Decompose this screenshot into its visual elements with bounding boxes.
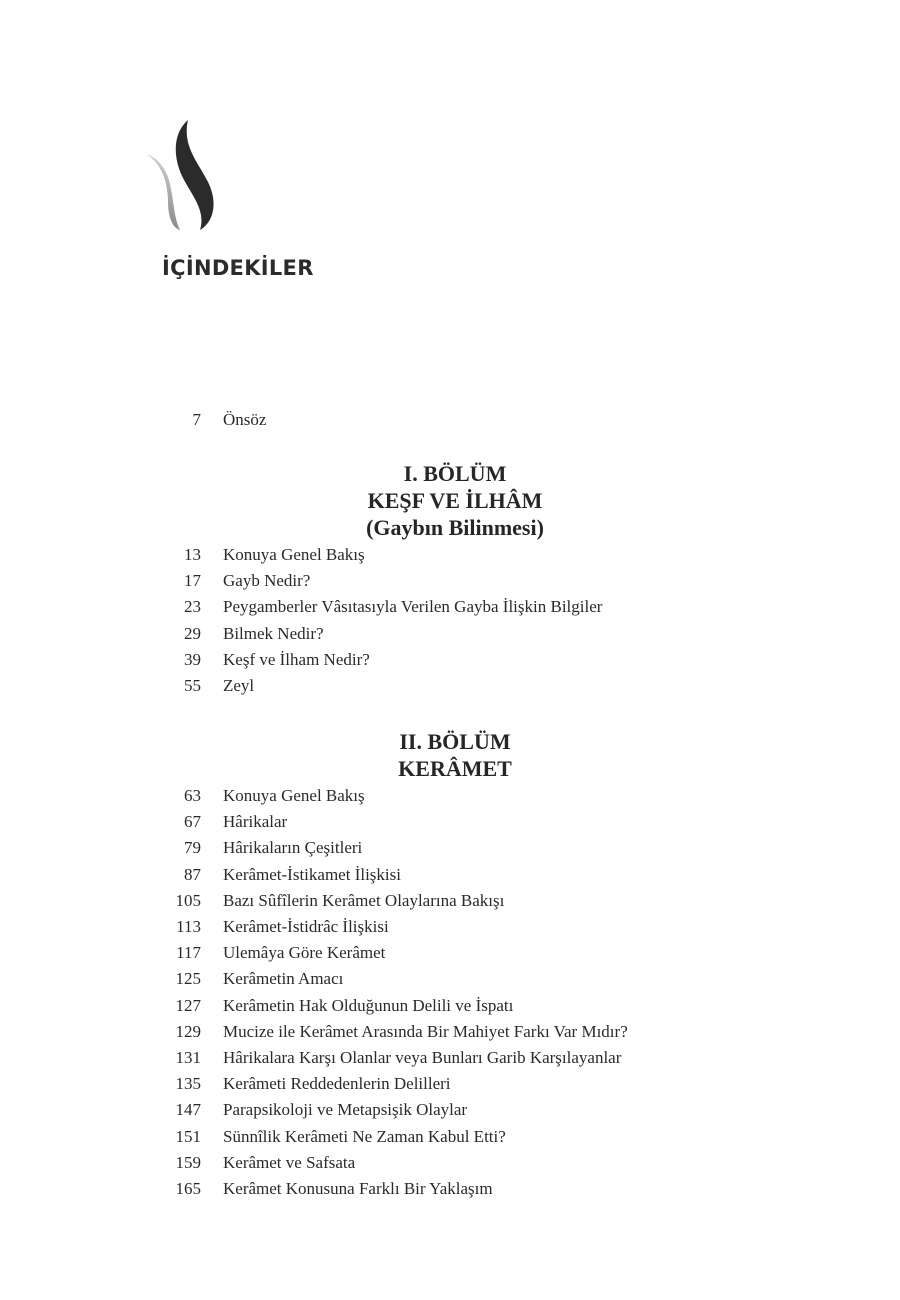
section-heading-line: (Gaybın Bilinmesi): [366, 515, 544, 540]
page-number: 131: [175, 1048, 201, 1067]
entry-title: Hârikalar: [223, 812, 288, 831]
section-heading-line: I. BÖLÜM: [403, 461, 507, 486]
section-heading: [0, 728, 900, 782]
entry-title: Peygamberler Vâsıtasıyla Verilen Gayba İlişkin Bilgiler: [223, 597, 603, 616]
entry-title: Parapsikoloji ve Metapsişik Olaylar: [223, 1100, 468, 1119]
page-number: 151: [175, 1127, 201, 1146]
entry-title: Kerâmet ve Safsata: [223, 1153, 356, 1172]
page-number: 113: [176, 917, 201, 936]
section-heading: [0, 460, 900, 541]
entry-title: Zeyl: [223, 676, 255, 695]
page-number: 165: [175, 1179, 201, 1198]
page-number: 129: [175, 1022, 201, 1041]
page-number: 79: [184, 838, 201, 857]
page-number: 125: [175, 969, 201, 988]
page-number: 159: [175, 1153, 201, 1172]
entry-title: Önsöz: [223, 410, 267, 429]
entry-title: Kerâmetin Hak Olduğunun Delili ve İspatı: [223, 996, 514, 1015]
page-number: 13: [184, 545, 201, 564]
entry-title: Gayb Nedir?: [223, 571, 311, 590]
entry-title: Kerâmeti Reddedenlerin Delilleri: [223, 1074, 451, 1093]
page-number: 29: [184, 624, 201, 643]
page-number: 55: [184, 676, 201, 695]
entry-title: Ulemâya Göre Kerâmet: [223, 943, 386, 962]
page-number: 147: [175, 1100, 201, 1119]
ink-drop-logo-icon: [138, 118, 218, 234]
entry-title: Bilmek Nedir?: [223, 624, 324, 643]
section-heading-line: KEŞF VE İLHÂM: [367, 488, 543, 513]
page-number: 17: [184, 571, 201, 590]
entry-title: Hârikaların Çeşitleri: [223, 838, 363, 857]
entry-title: Kerâmet-İstidrâc İlişkisi: [223, 917, 389, 936]
page-number: 105: [175, 891, 201, 910]
entry-title: Kerâmetin Amacı: [223, 969, 344, 988]
page-title: İÇİNDEKİLER: [162, 256, 314, 280]
page-number: 67: [184, 812, 201, 831]
page-number: 87: [184, 865, 201, 884]
page-number: 63: [184, 786, 201, 805]
entry-title: Konuya Genel Bakış: [223, 545, 365, 564]
section-heading-line: KERÂMET: [398, 756, 512, 781]
page-number: 135: [175, 1074, 201, 1093]
entry-title: Sünnîlik Kerâmeti Ne Zaman Kabul Etti?: [223, 1127, 506, 1146]
entry-title: Mucize ile Kerâmet Arasında Bir Mahiyet Farkı Var Mıdır?: [223, 1022, 628, 1041]
entry-title: Bazı Sûfîlerin Kerâmet Olaylarına Bakışı: [223, 891, 505, 910]
entry-title: Konuya Genel Bakış: [223, 786, 365, 805]
entry-title: Hârikalara Karşı Olanlar veya Bunları Garib Karşılayanlar: [223, 1048, 622, 1067]
page-number: 117: [176, 943, 201, 962]
page-number: 7: [192, 410, 201, 429]
page-number: 39: [184, 650, 201, 669]
page-number: 23: [184, 597, 201, 616]
entry-title: Keşf ve İlham Nedir?: [223, 650, 370, 669]
entry-title: Kerâmet Konusuna Farklı Bir Yaklaşım: [223, 1179, 493, 1198]
entry-title: Kerâmet-İstikamet İlişkisi: [223, 865, 401, 884]
section-heading-line: II. BÖLÜM: [399, 729, 511, 754]
page-number: 127: [175, 996, 201, 1015]
